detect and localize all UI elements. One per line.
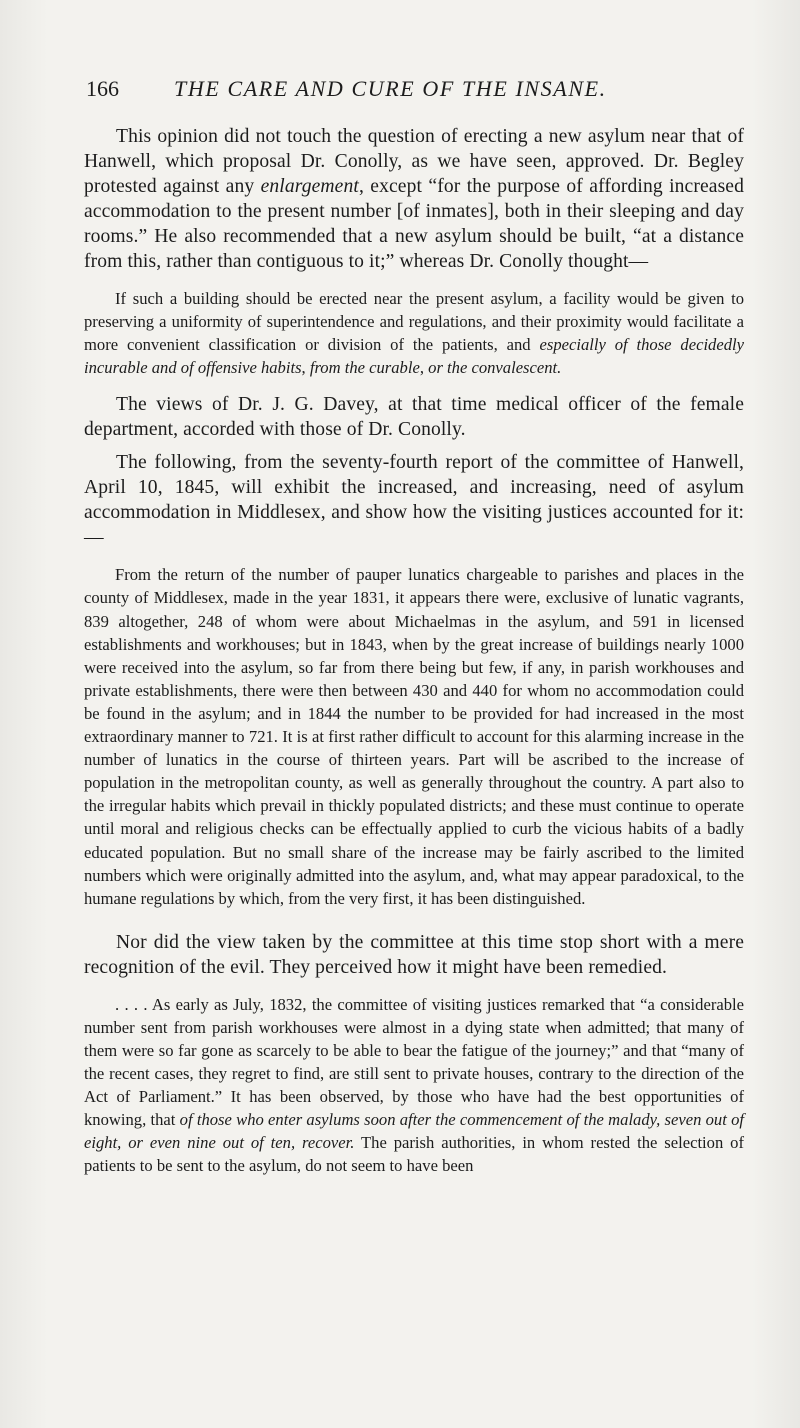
block-quote-committee: . . . . As early as July, 1832, the committee of visiting justices remarked that “a considerable number sent from parish workhouses were almost in a dying state when admitted; that many of them were so far gone as scarcely to be able to bear the fatigue of the journey;” and that “many of the recent cases, they regret to find, are still sent to private houses, contrary to the direction of the Act of Parliament.” It has been observed, by those who have had the best opportunities of knowing, that of those who enter asylums soon after the commencement of the malady, seven out of eight, or even nine out of ten, recover. The parish authorities, in whom rested the selection of patients to be sent to the asylum, do not seem to have been — [84, 994, 745, 1176]
emphasis-recovery-rate: of those who enter asylums soon after the commencement of the malady, seven out of eight, or even nine out of ten, recover. — [84, 1110, 745, 1153]
paragraph-2: The views of Dr. J. G. Davey, at that time medical officer of the female department, accorded with those of Dr. Conolly. — [84, 394, 744, 441]
emphasis-convalescent: or the convalescent. — [428, 358, 562, 378]
paragraph-1: This opinion did not touch the question of erecting a new asylum near that of Hanwell, which proposal Dr. Conolly, as we have seen, approved. Dr. Begley protested against any enlargement, except “for the purpose of affording increased accommodation to the present number [of inmates], both in their sleeping and day rooms.” He also recommended that a new asylum should be built, “at a distance from this, rather than contiguous to it;” whereas Dr. Conolly thought— — [84, 126, 744, 272]
emphasis-incurable: especially of those decidedly incurable and of offensive habits — [84, 335, 744, 378]
running-head — [84, 76, 744, 110]
running-title: THE CARE AND CURE OF THE INSANE. — [174, 76, 607, 101]
block-quote-conolly: If such a building should be erected near the present asylum, a facility would be given to preserving a uniformity of superintendence and regulations, and their proximity would facilitate a more convenient classification or division of the patients, and especially of those decidedly incurable and of offensive habits, from the curable, or the convalescent. — [84, 289, 744, 378]
emphasis-curable: from the curable — [309, 358, 420, 378]
paragraph-4: Nor did the view taken by the committee at this time stop short with a mere recognition of the evil. They perceived how it might have been remedied. — [84, 931, 744, 978]
emphasis-enlargement: enlargement — [260, 176, 359, 197]
page-number: 166 — [86, 76, 119, 101]
paragraph-3: The following, from the seventy-fourth report of the committee of Hanwell, April 10, 1845, will exhibit the increased, and increasing, need of asylum accommodation in Middlesex, and show how the visiting justices accounted for it:— — [84, 452, 744, 549]
block-quote-report: From the return of the number of pauper lunatics chargeable to parishes and places in the county of Middlesex, made in the year 1831, it appears there were, exclusive of lunatic vagrants, 839 altogether, 248 of whom were about Michaelmas in the asylum, and 591 in licensed establishments and workhouses; but in 1843, when by the great increase of buildings nearly 1000 were received into the asylum, so far from there being but few, if any, in parish workhouses and private establishments, there were then between 430 and 440 for whom no accommodation could be found in the asylum; and in 1844 the number to be provided for had increased in the most extraordinary manner to 721. It is at first rather difficult to account for this alarming increase in the number of lunatics in the course of thirteen years. Part will be ascribed to the increase of population in the metropolitan county, as well as generally throughout the country. A part also to the irregular habits which prevail in thickly populated districts; and these must continue to operate until moral and religious checks can be effectually applied to curb the vicious habits of a badly educated population. But no small share of the increase may be fairly ascribed to the limited numbers which were originally admitted into the asylum, and, what may appear paradoxical, to the humane regulations by which, from the very first, it has been distinguished. — [84, 565, 744, 908]
